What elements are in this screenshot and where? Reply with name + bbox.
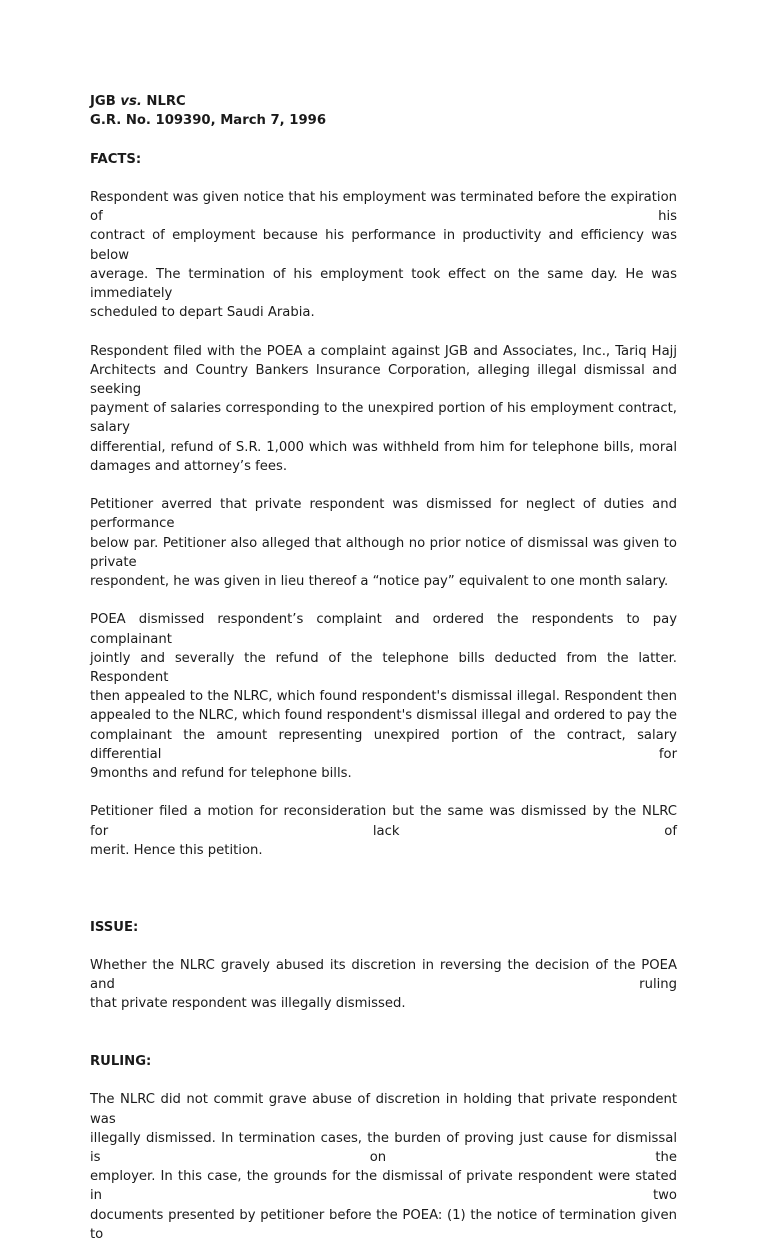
text-line: The NLRC did not commit grave abuse of discretion in holding that private respondent was bbox=[90, 1092, 677, 1127]
facts-paragraph-5 bbox=[90, 802, 677, 860]
text-line: complainant the amount representing unexpired portion of the contract, salary differential for bbox=[90, 727, 677, 762]
text-line: respondent, he was given in lieu thereof a “notice pay” equivalent to one month salary. bbox=[90, 574, 669, 590]
text-line: scheduled to depart Saudi Arabia. bbox=[90, 305, 315, 321]
text-line: merit. Hence this petition. bbox=[90, 842, 263, 858]
text-line: documents presented by petitioner before the POEA: (1) the notice of termination given to bbox=[90, 1207, 677, 1242]
text-line: contract of employment because his performance in productivity and efficiency was below bbox=[90, 228, 677, 263]
text-line: Whether the NLRC gravely abused its discretion in reversing the decision of the POEA and ruling bbox=[90, 958, 677, 993]
case-title-part1: JGB bbox=[90, 94, 121, 109]
case-title-vs: vs. bbox=[120, 94, 142, 109]
text-line: Respondent filed with the POEA a complaint against JGB and Associates, Inc., Tariq Hajj bbox=[90, 343, 677, 359]
text-line: Respondent was given notice that his employment was terminated before the expiration of his bbox=[90, 189, 677, 225]
facts-paragraph-3 bbox=[90, 495, 677, 591]
text-line: appealed to the NLRC, which found respondent's dismissal illegal and ordered to pay the bbox=[90, 708, 677, 724]
facts-paragraph-2 bbox=[90, 342, 677, 476]
text-line: damages and attorney’s fees. bbox=[90, 458, 288, 474]
issue-paragraph bbox=[90, 956, 677, 1014]
text-line: jointly and severally the refund of the telephone bills deducted from the latter. Respondent bbox=[90, 650, 677, 686]
text-line: POEA dismissed respondent’s complaint and ordered the respondents to pay complainant bbox=[90, 612, 677, 647]
text-line: Petitioner filed a motion for reconsideration but the same was dismissed by the NLRC for lack of bbox=[90, 804, 677, 839]
ruling-paragraph bbox=[90, 1090, 677, 1244]
text-line: below par. Petitioner also alleged that although no prior notice of dismissal was given to private bbox=[90, 535, 677, 570]
gr-number: G.R. No. 109390, March 7, 1996 bbox=[90, 113, 326, 129]
text-line: employer. In this case, the grounds for the dismissal of private respondent were stated in two bbox=[90, 1169, 677, 1204]
text-line: payment of salaries corresponding to the unexpired portion of his employment contract, salary bbox=[90, 401, 677, 436]
text-line: average. The termination of his employment took effect on the same day. He was immediately bbox=[90, 266, 677, 301]
facts-heading: FACTS: bbox=[90, 151, 142, 167]
text-line: Petitioner averred that private respondent was dismissed for neglect of duties and performance bbox=[90, 497, 677, 532]
text-line: Architects and Country Bankers Insurance Corporation, alleging illegal dismissal and seeking bbox=[90, 362, 677, 397]
issue-heading: ISSUE: bbox=[90, 919, 139, 935]
text-line: that private respondent was illegally dismissed. bbox=[90, 996, 406, 1012]
ruling-heading: RULING: bbox=[90, 1054, 152, 1069]
document-page bbox=[90, 92, 677, 1244]
text-line: then appealed to the NLRC, which found respondent's dismissal illegal. Respondent then bbox=[90, 689, 677, 705]
facts-paragraph-4 bbox=[90, 610, 677, 783]
text-line: differential, refund of S.R. 1,000 which was withheld from him for telephone bills, moral bbox=[90, 439, 677, 455]
text-line: illegally dismissed. In termination cases, the burden of proving just cause for dismissal is on the bbox=[90, 1130, 677, 1165]
facts-paragraph-1 bbox=[90, 188, 677, 322]
case-title-part2: NLRC bbox=[141, 94, 186, 109]
text-line: 9months and refund for telephone bills. bbox=[90, 766, 352, 782]
case-title bbox=[90, 92, 677, 111]
